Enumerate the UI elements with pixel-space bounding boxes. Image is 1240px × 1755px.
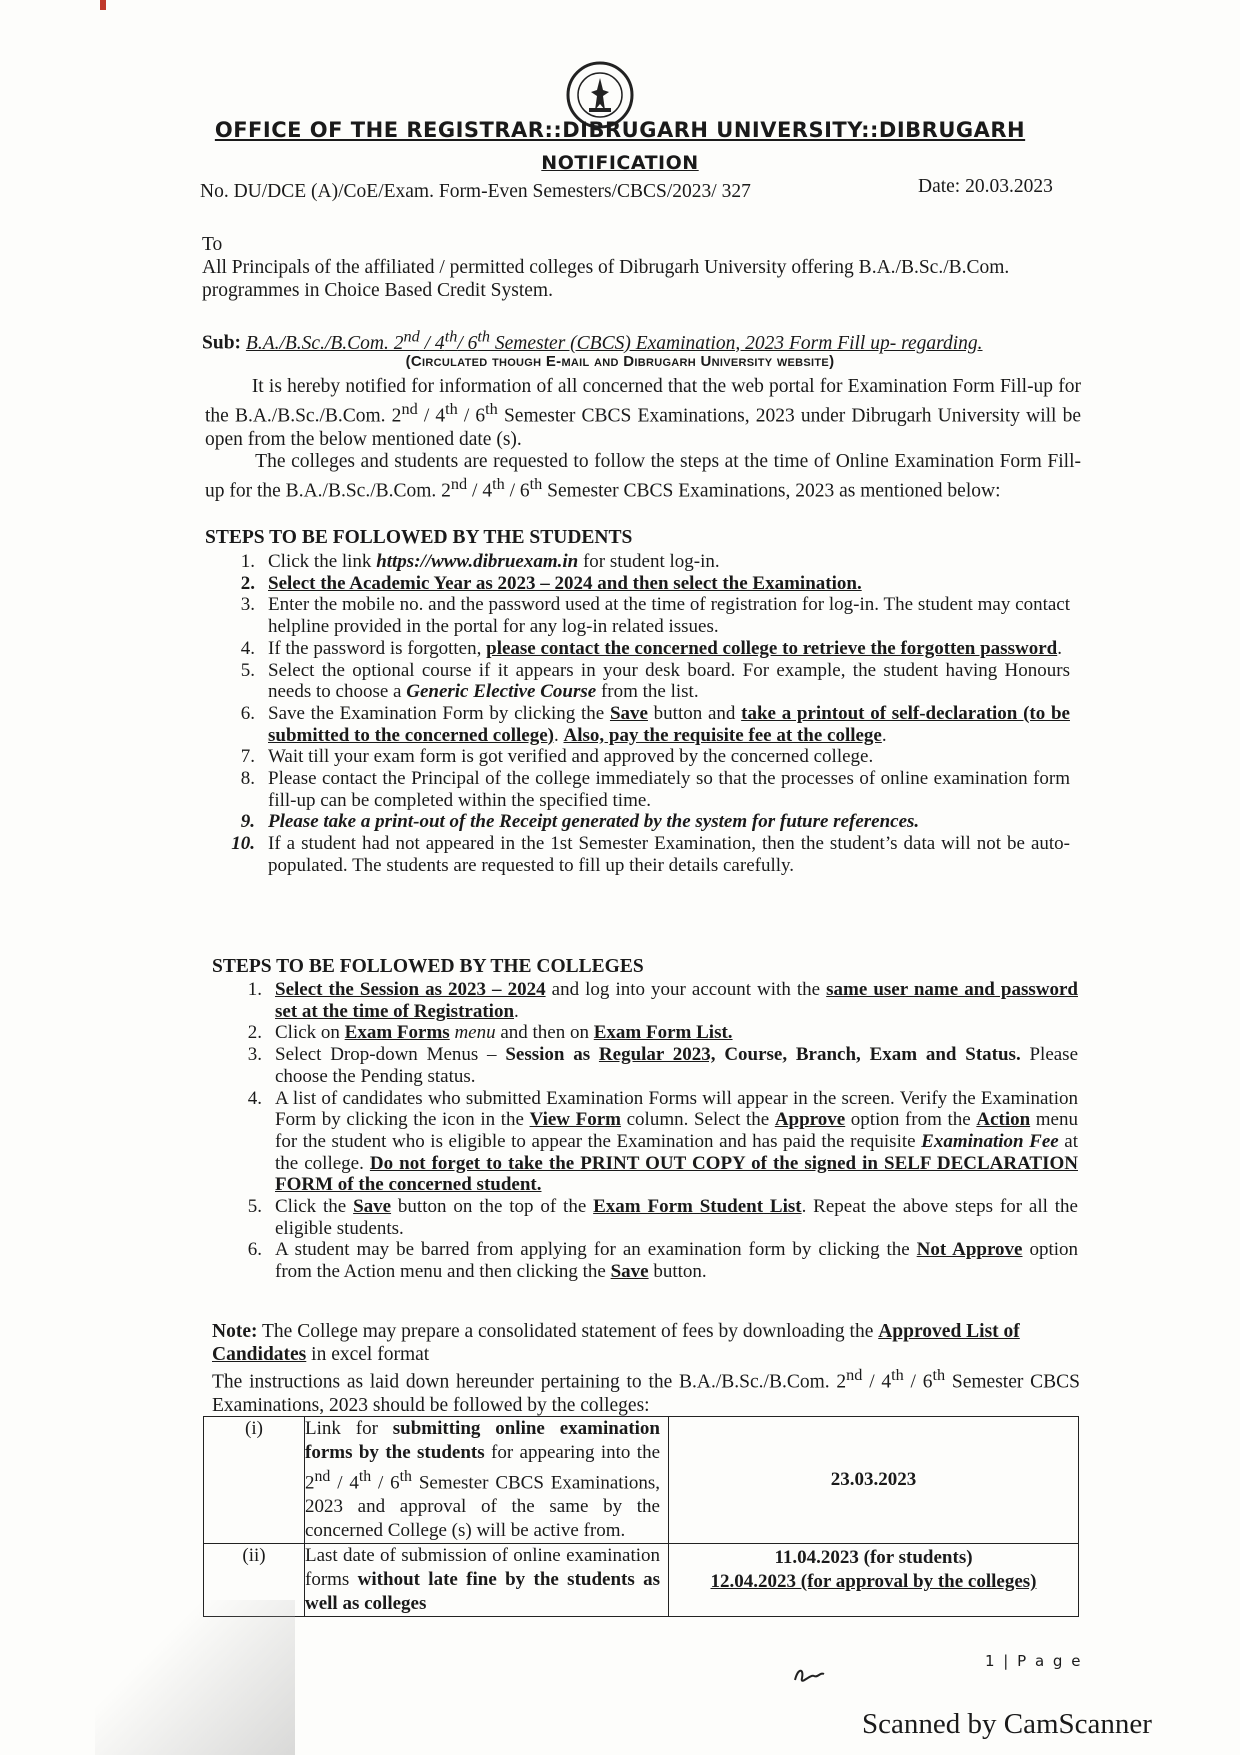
address-recipients: All Principals of the affiliated / permitted colleges of Dibrugarh University offering B.A./B.Sc./B.Com. programmes in Choice Based Credit System. — [202, 257, 1010, 301]
row-description: Link for submitting online examination forms by the students for appearing into the 2nd / 4th / 6th Semester CBCS Examinations, 2023 and approval of the same by the concerned College (s) will be active from. — [305, 1417, 669, 1544]
list-item: 3. Enter the mobile no. and the password used at the time of registration for log-in. The student may contact helpline provided in the portal for any log-in related issues. — [240, 594, 1070, 638]
office-title: OFFICE OF THE REGISTRAR::DIBRUGARH UNIVERSITY::DIBRUGARH — [214, 118, 1026, 142]
notification-title: NOTIFICATION — [541, 152, 699, 174]
students-steps-heading: STEPS TO BE FOLLOWED BY THE STUDENTS — [205, 527, 633, 548]
row-number: (ii) — [204, 1544, 305, 1617]
list-item: 5. Click the Save button on the top of the Exam Form Student List. Repeat the above steps for all the eligible students. — [247, 1196, 1078, 1239]
note-paragraph: Note: The College may prepare a consolidated statement of fees by downloading the Approved List of Candidates in excel format — [212, 1321, 1020, 1365]
list-item: 5. Select the optional course if it appears in your desk board. For example, the student having Honours needs to choose a Generic Elective Course from the list. — [240, 659, 1070, 703]
notification-date: Date: 20.03.2023 — [918, 176, 1053, 197]
reference-number: No. DU/DCE (A)/CoE/Exam. Form-Even Semesters/CBCS/2023/ 327 — [200, 181, 751, 202]
students-steps-list — [225, 551, 1070, 877]
list-item: 1. Click the link https://www.dibruexam.in for student log-in. — [240, 551, 720, 572]
list-item: 9. Please take a print-out of the Receipt generated by the system for future references. — [240, 811, 920, 833]
row-date: 23.03.2023 — [669, 1417, 1079, 1544]
instructions-paragraph: The instructions as laid down hereunder pertaining to the B.A./B.Sc./B.Com. 2nd / 4th / 6th Semester CBCS Examinations, 2023 should be followed by the colleges: — [212, 1366, 1080, 1416]
list-item: 2. Select the Academic Year as 2023 – 2024 and then select the Examination. — [240, 572, 862, 594]
list-item: 2. Click on Exam Forms menu and then on Exam Form List. — [247, 1022, 733, 1044]
list-item: 4. A list of candidates who submitted Examination Forms will appear in the screen. Verify the Examination Form by clicking the icon in the View Form column. Select the Approve option from the Action menu for the student who is eligible to appear the Examination and has paid the requisite Examination Fee at the college. Do not forget to take the PRINT OUT COPY of the signed in SELF DECLARATION FORM of the concerned student. — [247, 1087, 1078, 1196]
schedule-table — [203, 1416, 1079, 1617]
scan-edge-mark — [100, 0, 106, 10]
address-to: To — [202, 234, 223, 255]
table-row — [204, 1544, 1079, 1617]
colleges-steps-heading: STEPS TO BE FOLLOWED BY THE COLLEGES — [212, 956, 644, 977]
row-number: (i) — [204, 1417, 305, 1544]
scanner-watermark: Scanned by CamScanner — [862, 1708, 1152, 1740]
page-number: 1 | P a g e — [985, 1652, 1083, 1670]
scan-shadow — [95, 1600, 295, 1755]
list-item: 6. Save the Examination Form by clicking the Save button and take a printout of self-declaration (to be submitted to the concerned college). Also, pay the requisite fee at the college. — [240, 702, 1070, 746]
circulation-note: (Circulated though E-mail and Dibrugarh University website) — [405, 353, 835, 370]
table-row — [204, 1417, 1079, 1544]
signature-icon — [790, 1660, 830, 1690]
list-item: 1. Select the Session as 2023 – 2024 and log into your account with the same user name and password set at the time of Registration. — [247, 979, 1078, 1022]
list-item: 4. If the password is forgotten, please contact the concerned college to retrieve the forgotten password. — [240, 637, 1062, 659]
colleges-steps-list — [232, 979, 1078, 1283]
list-item: 7. Wait till your exam form is got verified and approved by the concerned college. — [240, 746, 874, 768]
exam-portal-link[interactable]: https://www.dibruexam.in — [376, 551, 579, 572]
list-item: 8. Please contact the Principal of the college immediately so that the processes of online examination form fill-up can be completed within the specified time. — [240, 768, 1070, 811]
list-item: 3. Select Drop-down Menus – Session as Regular 2023, Course, Branch, Exam and Status. Please choose the Pending status. — [247, 1044, 1079, 1087]
list-item: 10. If a student had not appeared in the 1st Semester Examination, then the student’s data will not be auto-populated. The students are requested to fill up their details carefully. — [231, 833, 1070, 876]
paragraph-request: The colleges and students are requested to follow the steps at the time of Online Examination Form Fill-up for the B.A./B.Sc./B.Com. 2nd / 4th / 6th Semester CBCS Examinations, 2023 as mentioned below: — [205, 451, 1081, 502]
paragraph-intro: It is hereby notified for information of all concerned that the web portal for Examination Form Fill-up for the B.A./B.Sc./B.Com. 2nd / 4th / 6th Semester CBCS Examinations, 2023 under Dibrugarh University will be open from the below mentioned date (s). — [205, 376, 1081, 450]
row-date: 11.04.2023 (for students) 12.04.2023 (for approval by the colleges) — [669, 1544, 1079, 1617]
row-description: Last date of submission of online examination forms without late fine by the students as well as colleges — [305, 1544, 669, 1617]
subject-line: Sub: B.A./B.Sc./B.Com. 2nd / 4th/ 6th Semester (CBCS) Examination, 2023 Form Fill up- regarding. — [202, 327, 983, 354]
list-item: 6. A student may be barred from applying for an examination form by clicking the Not Approve option from the Action menu and then clicking the Save button. — [247, 1239, 1078, 1283]
